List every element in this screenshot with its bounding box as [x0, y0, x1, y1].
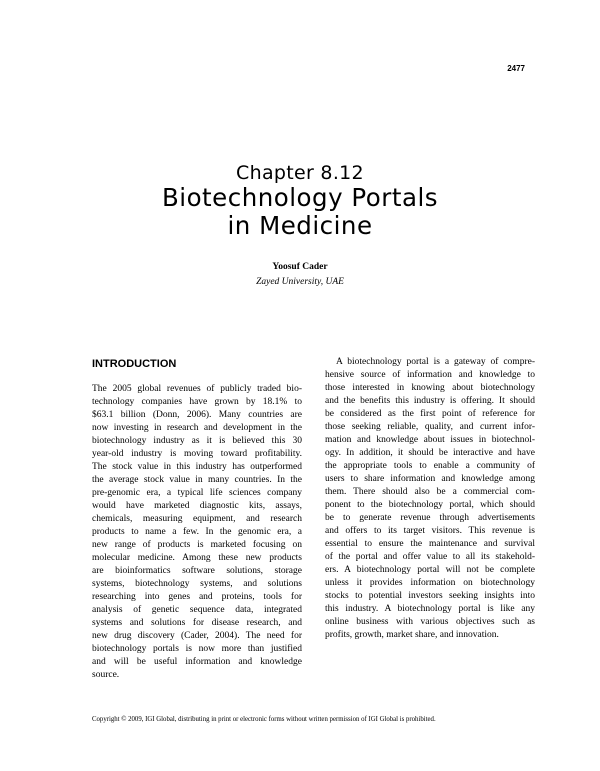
body-text-line: molecular medicine. Among these new products — [92, 553, 302, 563]
chapter-title — [0, 184, 600, 240]
left-column — [92, 383, 302, 682]
body-text-line: now investing in research and development in the — [92, 423, 302, 433]
section-heading: INTRODUCTION — [92, 358, 177, 370]
body-text-line: of the portal and offer value to all its stakehold- — [325, 552, 535, 562]
chapter-title-line: Biotechnology Portals — [161, 183, 439, 212]
body-text-line: pre-genomic era, a typical life sciences company — [92, 488, 302, 498]
body-text-line: biotechnology portals is now more than justified — [92, 644, 302, 654]
body-text-line: stocks to potential investors seeking insights into — [325, 591, 535, 601]
body-text-line: ers. A biotechnology portal will not be complete — [325, 565, 535, 575]
body-text-line: researching into genes and proteins, tools for — [92, 592, 302, 602]
author-affiliation: Zayed University, UAE — [256, 277, 344, 287]
body-text-line: chemicals, measuring equipment, and research — [92, 514, 302, 524]
body-text-line: them. There should also be a commercial com- — [325, 487, 535, 497]
body-text-line: those seeking reliable, quality, and current infor- — [325, 422, 535, 432]
body-text-line: essential to ensure the maintenance and survival — [325, 539, 535, 549]
body-text-line: online business with various objectives such as — [325, 617, 535, 627]
body-text-line: and will be useful information and knowledge — [92, 657, 302, 667]
body-text-line: source. — [92, 670, 120, 680]
body-text-line: ponent to the biotechnology portal, which should — [325, 500, 535, 510]
body-text-line: those interested in knowing about biotechnology — [325, 383, 535, 393]
body-text-line: are bioinformatics software solutions, storage — [92, 566, 302, 576]
body-text-line: new drug discovery (Cader, 2004). The need for — [92, 631, 302, 641]
body-text-line: users to share information and knowledge among — [325, 474, 535, 484]
body-text-line: biotechnology industry as it is believed this 30 — [92, 436, 302, 446]
body-text-line: A biotechnology portal is a gateway of compre- — [336, 357, 535, 367]
body-text-line: be considered as the first point of reference for — [325, 409, 535, 419]
body-text-line: $63.1 billion (Donn, 2006). Many countries are — [92, 410, 302, 420]
body-text-line: systems, biotechnology systems, and solutions — [92, 579, 302, 589]
body-text-line: would have marketed diagnostic kits, assays, — [92, 501, 302, 511]
body-text-line: analysis of genetic sequence data, integrated — [92, 605, 302, 615]
body-text-line: new range of products is marketed focusing on — [92, 540, 302, 550]
body-text-line: products to name a few. In the genomic era, a — [92, 527, 302, 537]
page-number: 2477 — [507, 64, 525, 73]
body-text-line: ogy. In addition, it should be interactive and have — [325, 448, 535, 458]
body-text-line: this industry. A biotechnology portal is like any — [325, 604, 535, 614]
author-name: Yoosuf Cader — [272, 262, 328, 272]
body-text-line: hensive source of information and knowledge to — [325, 370, 535, 380]
body-text-line: mation and knowledge about issues in biotechnol- — [325, 435, 535, 445]
body-text-line: systems and solutions for disease research, and — [92, 618, 302, 628]
right-column — [325, 356, 535, 642]
body-text-line: profits, growth, market share, and innovation. — [325, 630, 499, 640]
chapter-title-line: in Medicine — [227, 211, 373, 240]
body-text-line: unless it provides information on biotechnology — [325, 578, 535, 588]
body-text-line: be to generate revenue through advertisements — [325, 513, 535, 523]
body-text-line: year-old industry is moving toward profitability. — [92, 449, 302, 459]
body-text-line: technology companies have grown by 18.1% to — [92, 397, 302, 407]
body-text-line: The 2005 global revenues of publicly traded bio- — [92, 384, 302, 394]
copyright-notice: Copyright © 2009, IGI Global, distributing in print or electronic forms without written permission of IGI Global is prohibited. — [92, 716, 436, 723]
body-text-line: The stock value in this industry has outperformed — [92, 462, 302, 472]
body-text-line: and offers to its target visitors. This revenue is — [325, 526, 535, 536]
body-text-line: the appropriate tools to enable a community of — [325, 461, 535, 471]
chapter-label: Chapter 8.12 — [236, 162, 364, 184]
body-text-line: the average stock value in many countries. In the — [92, 475, 302, 485]
body-text-line: and the benefits this industry is offering. It should — [325, 396, 535, 406]
